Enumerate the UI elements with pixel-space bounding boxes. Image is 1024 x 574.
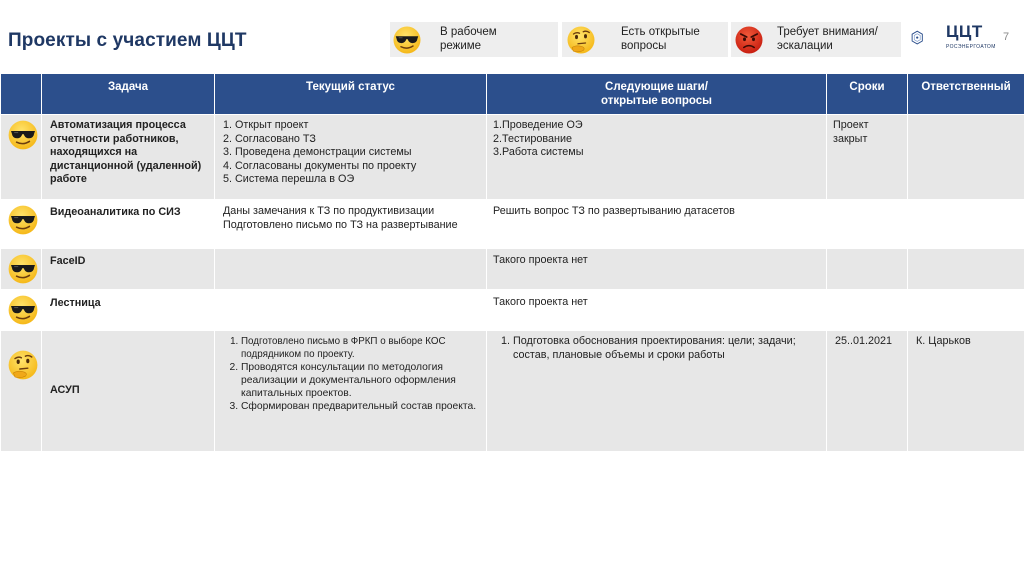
status-list: [223, 335, 480, 413]
table-row: [1, 115, 1024, 200]
owner-cell: К. Царьков: [908, 331, 1024, 452]
status-cell: [215, 115, 487, 200]
table-row: [1, 249, 1024, 290]
next-steps-list: [493, 335, 820, 362]
page-title: Проекты с участием ЦЦТ: [8, 30, 247, 51]
legend-label-escalation: Требует внимания/ эскалации: [777, 26, 878, 52]
angry-face-emoji-icon: [734, 25, 764, 55]
cool-sunglasses-emoji-icon: [7, 253, 39, 285]
thinking-face-emoji-icon: [7, 349, 39, 381]
logo-text: ЦЦТ: [946, 22, 983, 41]
table-row: [1, 331, 1024, 452]
deadline-cell: Проект закрыт: [827, 115, 908, 200]
legend-label-working: В рабочем режиме: [440, 26, 497, 52]
cool-sunglasses-emoji-icon: [392, 25, 422, 55]
list-item: 4. Согласованы документы по проекту: [235, 160, 480, 174]
task-cell: АСУП: [42, 331, 215, 452]
list-item: 5. Система перешла в ОЭ: [235, 173, 480, 187]
owner-cell: [908, 115, 1024, 200]
task-cell: Лестница: [42, 290, 215, 331]
status-cell: [215, 290, 487, 331]
owner-cell: [908, 200, 1024, 249]
table-row: [1, 290, 1024, 331]
task-cell: Видеоаналитика по СИЗ: [42, 200, 215, 249]
row-status-cell: [1, 249, 42, 290]
page-number: 7: [1003, 31, 1010, 43]
next-steps-cell: Решить вопрос ТЗ по развертыванию датасетов: [487, 200, 827, 249]
list-item: 2. Проводятся консультации по методология реализации и документального оформления капитальных проектов.: [241, 361, 480, 400]
row-status-cell: [1, 331, 42, 452]
cool-sunglasses-emoji-icon: [7, 204, 39, 236]
list-item: 3.Работа системы: [493, 146, 584, 158]
legend-label-open-questions: Есть открытые вопросы: [621, 26, 700, 52]
next-steps-cell: Такого проекта нет: [487, 290, 827, 331]
logo-subtitle: РОСЭНЕРГОАТОМ: [946, 44, 996, 50]
table-row: [1, 200, 1024, 249]
table-header-row: [1, 74, 1024, 115]
status-cell: [215, 331, 487, 452]
status-cell: Даны замечания к ТЗ по продуктивизации Подготовлено письмо по ТЗ на развертывание: [215, 200, 487, 249]
next-steps-cell: [487, 115, 827, 200]
row-status-cell: [1, 115, 42, 200]
cool-sunglasses-emoji-icon: [7, 119, 39, 151]
column-header-next-steps: [487, 74, 827, 115]
legend-item-escalation: [731, 22, 901, 57]
list-item: 1. Подготовка обоснования проектирования: цели; задачи; состав, плановые объемы и сроки работы: [513, 335, 820, 362]
list-item: 1. Подготовлено письмо в ФРКП о выборе КОС подрядником по проекту.: [241, 335, 480, 361]
deadline-cell: [827, 200, 908, 249]
column-header-status: Текущий статус: [215, 74, 487, 115]
row-status-cell: [1, 290, 42, 331]
deadline-cell: [827, 290, 908, 331]
deadline-cell: [827, 249, 908, 290]
legend-item-working: [390, 22, 558, 57]
next-steps-cell: Такого проекта нет: [487, 249, 827, 290]
list-item: 3. Проведена демонстрации системы: [235, 146, 480, 160]
thinking-face-emoji-icon: [566, 25, 596, 55]
owner-cell: [908, 249, 1024, 290]
owner-cell: [908, 290, 1024, 331]
column-header-deadline: Сроки: [827, 74, 908, 115]
column-header-next-steps-label: Следующие шаги/ открытые вопросы: [600, 81, 713, 107]
list-item: 2.Тестирование: [493, 132, 572, 145]
task-cell: Автоматизация процесса отчетности работников, находящихся на дистанционной (удаленной) работе: [42, 115, 215, 200]
row-status-cell: [1, 200, 42, 249]
column-header-task: Задача: [42, 74, 215, 115]
list-item: 1.Проведение ОЭ: [493, 119, 583, 131]
task-cell: FaceID: [42, 249, 215, 290]
column-header-owner: Ответственный: [908, 74, 1024, 115]
list-item: 2. Согласовано ТЗ: [235, 133, 480, 147]
legend-item-open-questions: [562, 22, 728, 57]
projects-table: [0, 73, 1024, 452]
list-item: 1. Открыт проект: [235, 119, 480, 133]
list-item: 3. Сформирован предварительный состав проекта.: [241, 400, 480, 413]
company-logo-icon: [910, 19, 944, 57]
deadline-cell: 25..01.2021: [827, 331, 908, 452]
next-steps-cell: [487, 331, 827, 452]
status-list: [221, 119, 480, 187]
cool-sunglasses-emoji-icon: [7, 294, 39, 326]
column-header-icon: [1, 74, 42, 115]
status-cell: [215, 249, 487, 290]
